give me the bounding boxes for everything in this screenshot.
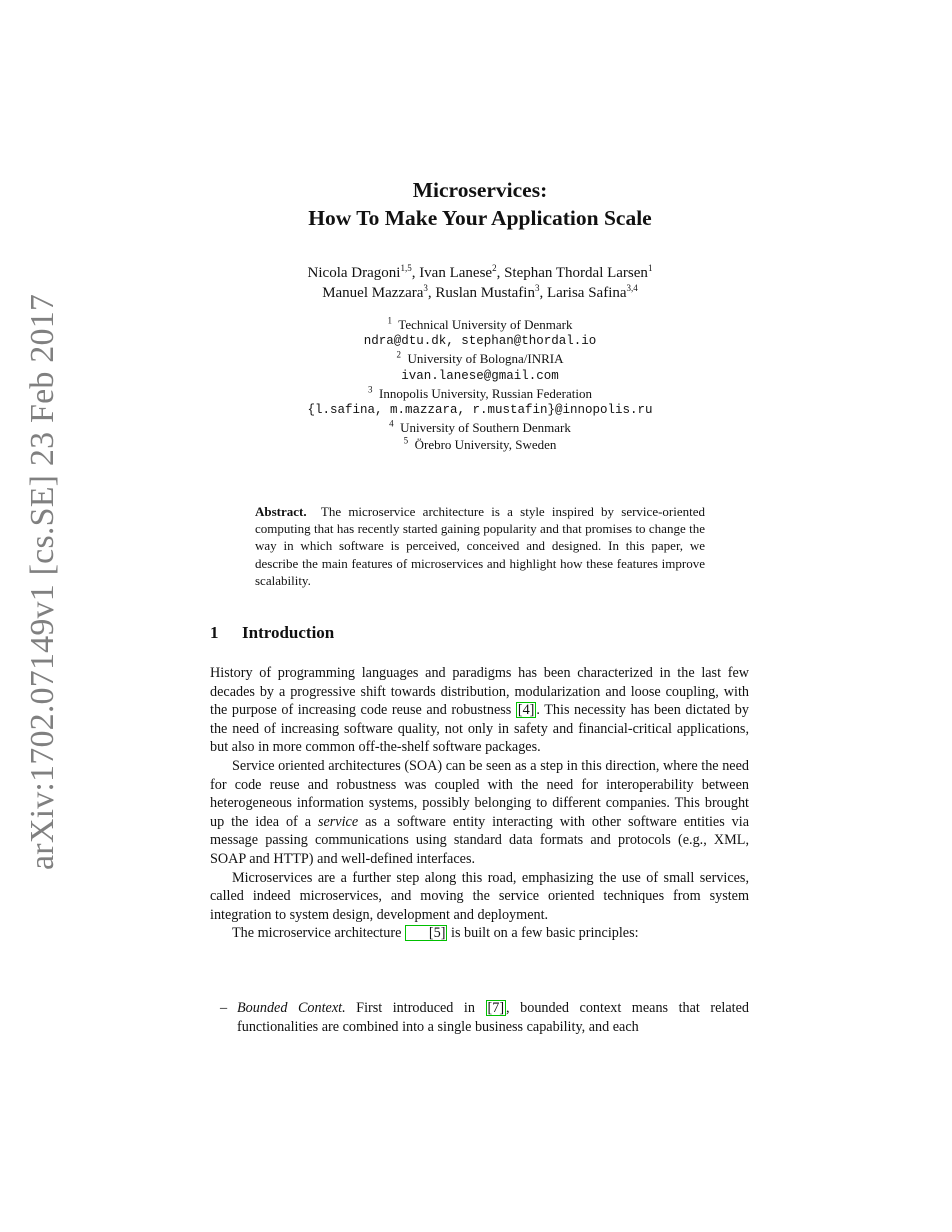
author-line-2: Manuel Mazzara$^3$, Ruslan Mustafin$^3$, Larisa Safina$^{3,4}$ <box>322 283 638 301</box>
section-title: Introduction <box>242 623 335 642</box>
author-name: Ruslan Mustafin <box>435 285 535 301</box>
author-name: Larisa Safina <box>546 285 627 301</box>
section-heading <box>210 623 334 643</box>
citation-link[interactable]: [5] <box>405 925 448 941</box>
author-affil-mark: 2 <box>492 263 497 273</box>
author-affil-mark: 3 <box>534 283 540 293</box>
abstract <box>255 503 705 589</box>
paper-title <box>210 176 750 232</box>
paragraph: Service oriented architectures (SOA) can be seen as a step in this direction, where the need for code reuse and robustness was coupled with the need for interoperability between heterogeneous information systems, possibly belonging to different companies. This brought up the idea of a service as a software entity interacting with other software entities via message passing communications using standard data formats and protocols (e.g., XML, SOAP and HTTP) and well-defined interfaces. <box>210 757 750 867</box>
citation-link[interactable]: [4] <box>517 702 535 719</box>
title-line-1: Microservices: <box>412 178 548 202</box>
author-affil-mark: 1 <box>647 263 653 273</box>
author-affil-mark: 3 <box>423 283 428 293</box>
arxiv-identifier: arXiv:1702.07149v1 [cs.SE] 23 Feb 2017 <box>24 293 61 870</box>
author-line-1: Nicola Dragoni$^{1,5}$, Ivan Lanese$^2$, Stephan Thordal Larsen$^1$ <box>307 263 653 281</box>
citation-link[interactable]: [7] <box>487 1000 505 1016</box>
author-name: Stephan Thordal Larsen <box>504 265 648 281</box>
author-name: Nicola Dragoni <box>307 265 401 281</box>
paragraph: Microservices are a further step along this road, emphasizing the use of small services, called indeed microservices, and moving the service oriented techniques from system integration to system design, development and deployment. <box>210 869 749 923</box>
affiliation-email: ivan.lanese@gmail.com <box>401 368 559 383</box>
paragraph: The microservice architecture [5] is built on a few basic principles: <box>232 925 639 942</box>
affiliation-name: $^2$ University of Bologna/INRIA <box>396 350 564 367</box>
section-number: 1 <box>210 623 219 642</box>
author-affil-mark: 1,5 <box>400 263 412 273</box>
author-name: Ivan Lanese <box>419 265 493 281</box>
affiliation-name: $^3$ Innopolis University, Russian Federation <box>368 384 592 401</box>
affiliation-name: $^1$ Technical University of Denmark <box>387 315 573 332</box>
affiliation-name: $^4$ University of Southern Denmark <box>389 418 571 436</box>
author-list <box>210 263 750 303</box>
abstract-label: Abstract. <box>255 504 307 519</box>
author-name: Manuel Mazzara <box>322 285 424 301</box>
bullet-term: Bounded Context. <box>237 1000 346 1016</box>
affiliation-email: {l.safina, m.mazzara, r.mustafin}@innopolis.ru <box>307 403 653 418</box>
affiliation-email: ndra@dtu.dk, stephan@thordal.io <box>363 334 597 349</box>
bullet-dash: – <box>220 1000 228 1016</box>
affiliation-name: $^5$ Örebro University, Sweden <box>403 436 557 453</box>
body-text <box>210 664 749 943</box>
paragraph: History of programming languages and paradigms has been characterized in the last few decades by a progressive shift towards distribution, modularization and loose coupling, with the purpose of increasing code reuse and robustness [4] . This necessity has been dictated by the need of increasing software quality, not only in safety and financial-critical applications, but also in more common off-the-shelf software packages. <box>210 665 749 756</box>
affiliations <box>210 316 750 454</box>
abstract-text: The microservice architecture is a style inspired by service-oriented computing that has recently started gaining popularity and that promises to change the way in which software is perceived, conceived and designed. In this paper, we describe the main features of microservices and highlight how these features improve scalability. <box>255 504 706 588</box>
list-item: – Bounded Context. First introduced in [7] , bounded context means that related functionalities are combined into a single business capability, and each <box>220 1000 749 1035</box>
title-line-2: How To Make Your Application Scale <box>308 206 652 230</box>
principles-list <box>210 999 749 1036</box>
author-affil-mark: 3,4 <box>626 283 638 293</box>
